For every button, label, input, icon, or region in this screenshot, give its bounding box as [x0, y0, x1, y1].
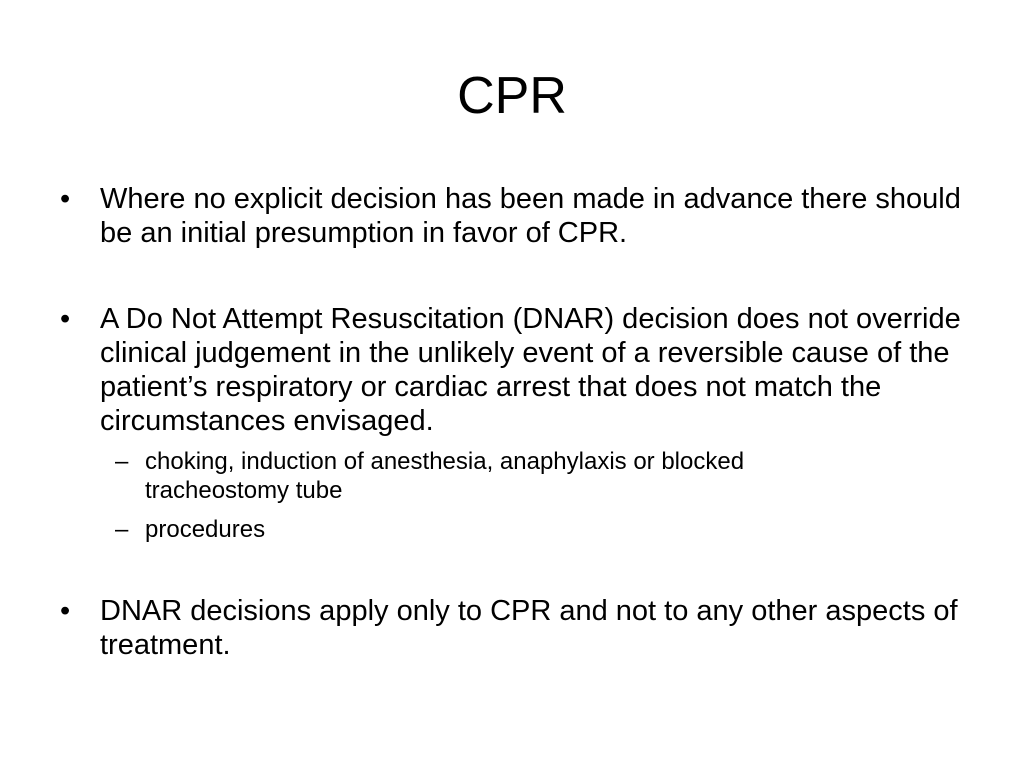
slide-title: CPR [457, 67, 567, 125]
bullet-item [60, 182, 980, 250]
sub-bullet-text: procedures [145, 516, 266, 543]
sub-bullet-item [115, 515, 875, 544]
bullet-text: Where no explicit decision has been made in advance there should be an initial presumption in favor of CPR. [100, 183, 961, 249]
bullet-marker: • [60, 595, 71, 627]
bullet-marker: • [60, 183, 71, 215]
sub-bullet-marker: – [115, 516, 129, 543]
sub-bullet-marker: – [115, 448, 129, 475]
bullet-item [60, 302, 980, 438]
sub-bullet-text: choking, induction of anesthesia, anaphylaxis or blocked tracheostomy tube [145, 448, 745, 504]
bullet-marker: • [60, 303, 71, 335]
bullet-text: A Do Not Attempt Resuscitation (DNAR) decision does not override clinical judgement in the unlikely event of a reversible cause of the patient’s respiratory or cardiac arrest that does not match the circumstances envisaged. [100, 303, 961, 437]
sub-bullet-item [115, 447, 875, 505]
bullet-item [60, 594, 980, 662]
bullet-text: DNAR decisions apply only to CPR and not to any other aspects of treatment. [100, 595, 958, 661]
